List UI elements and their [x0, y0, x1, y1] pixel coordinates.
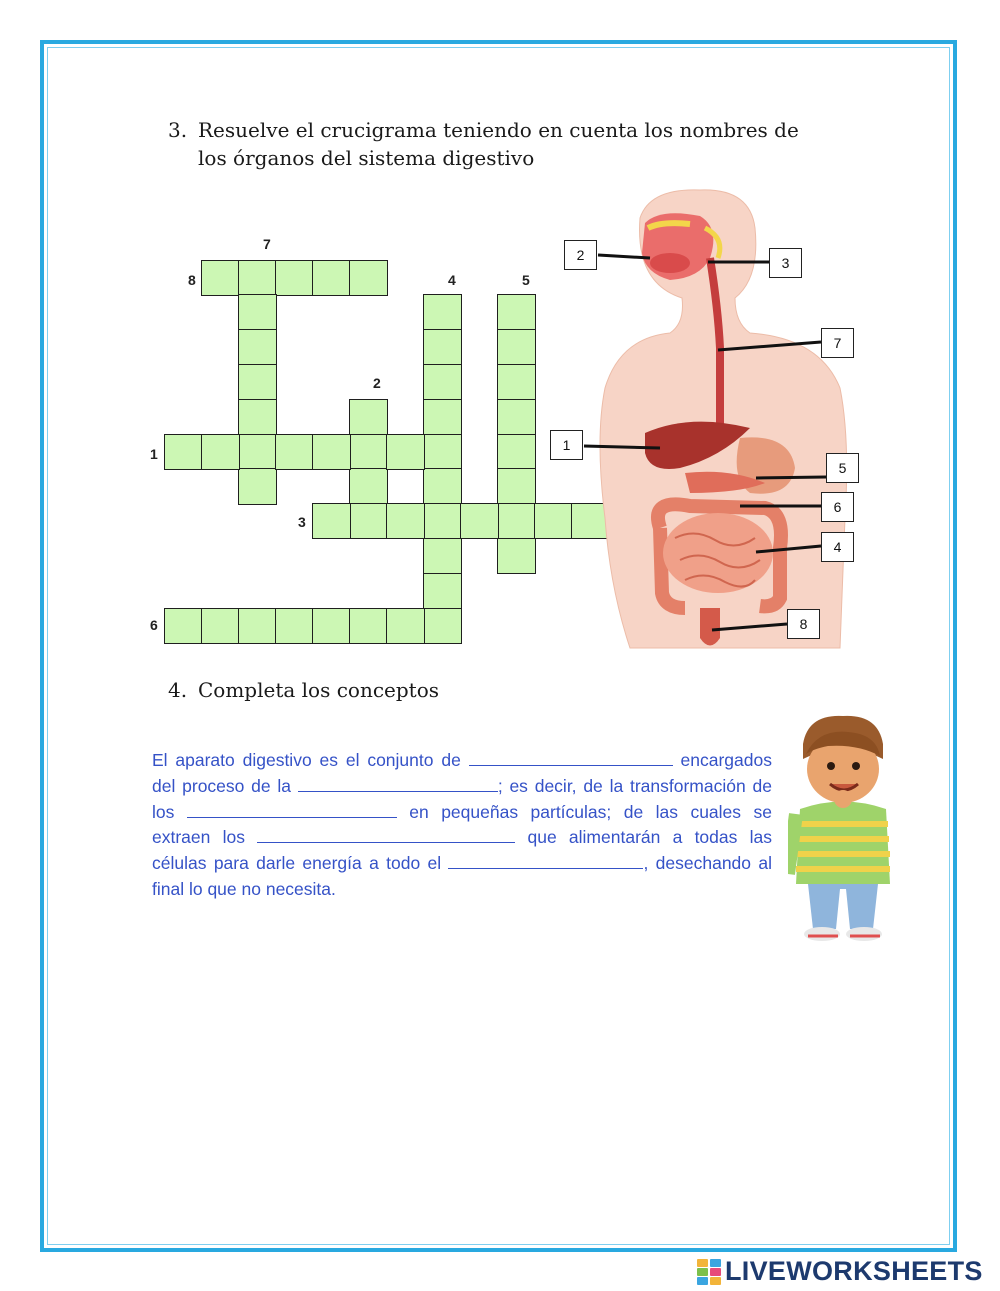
- paragraph-text: en pequeñas: [409, 801, 519, 822]
- clue-number-8: 8: [188, 272, 196, 288]
- diagram-label-6: 6: [821, 492, 854, 522]
- answer-blank-2[interactable]: [298, 775, 498, 792]
- answer-blank-5[interactable]: [448, 852, 643, 869]
- answer-blank-4[interactable]: [257, 826, 515, 843]
- callout-line-8: [712, 624, 787, 630]
- diagram-label-8: 8: [787, 609, 820, 639]
- diagram-label-7: 7: [821, 328, 854, 358]
- callout-line-7: [718, 342, 821, 350]
- callout-line-5: [756, 477, 826, 478]
- diagram-label-1: 1: [550, 430, 583, 460]
- concepts-paragraph: [152, 748, 772, 903]
- liveworksheets-logo: [697, 1253, 983, 1289]
- clue-number-4: 4: [448, 272, 456, 288]
- paragraph-text: de la transformación de los: [152, 775, 772, 822]
- paragraph-text: al final lo que no necesita.: [152, 853, 772, 899]
- answer-blank-1[interactable]: [469, 749, 673, 766]
- callout-line-4: [756, 546, 821, 552]
- clue-number-3: 3: [298, 514, 306, 530]
- thinking-boy-illustration: [788, 714, 898, 944]
- callout-line-2: [598, 255, 650, 258]
- question-4: [168, 676, 439, 704]
- callout-line-1: [584, 446, 660, 448]
- diagram-label-3: 3: [769, 248, 802, 278]
- paragraph-text: para darle energía a todo el: [213, 853, 442, 874]
- boy-drawing: [788, 714, 898, 944]
- paragraph-text: encargados del proceso de la: [152, 750, 772, 796]
- diagram-label-5: 5: [826, 453, 859, 483]
- paragraph-text: El aparato digestivo es el conjunto de: [152, 750, 461, 770]
- question-3-line1: Resuelve el crucigrama teniendo en cuenta los nombres de: [198, 118, 799, 142]
- paragraph-text: que alimentarán a todas las células: [152, 827, 772, 874]
- question-4-text: Completa los conceptos: [198, 678, 440, 702]
- answer-blank-3[interactable]: [187, 801, 397, 818]
- paragraph-text: , desechando: [643, 853, 752, 874]
- paragraph-text: partículas; de las cuales se extraen los: [152, 801, 772, 848]
- clue-number-6: 6: [150, 617, 158, 633]
- clue-number-5: 5: [522, 272, 530, 288]
- question-4-number: 4.: [168, 678, 188, 702]
- paragraph-text: ; es decir,: [497, 775, 577, 796]
- diagram-label-4: 4: [821, 532, 854, 562]
- clue-number-1: 1: [150, 446, 158, 462]
- clue-number-7: 7: [263, 236, 271, 252]
- liveworksheets-logo-icon: [697, 1257, 723, 1285]
- diagram-label-2: 2: [564, 240, 597, 270]
- liveworksheets-logo-text: LIVEWORKSHEETS: [725, 1255, 983, 1286]
- question-3-line2: los órganos del sistema digestivo: [198, 146, 535, 170]
- question-3-number: 3.: [168, 118, 188, 142]
- clue-number-2: 2: [373, 375, 381, 391]
